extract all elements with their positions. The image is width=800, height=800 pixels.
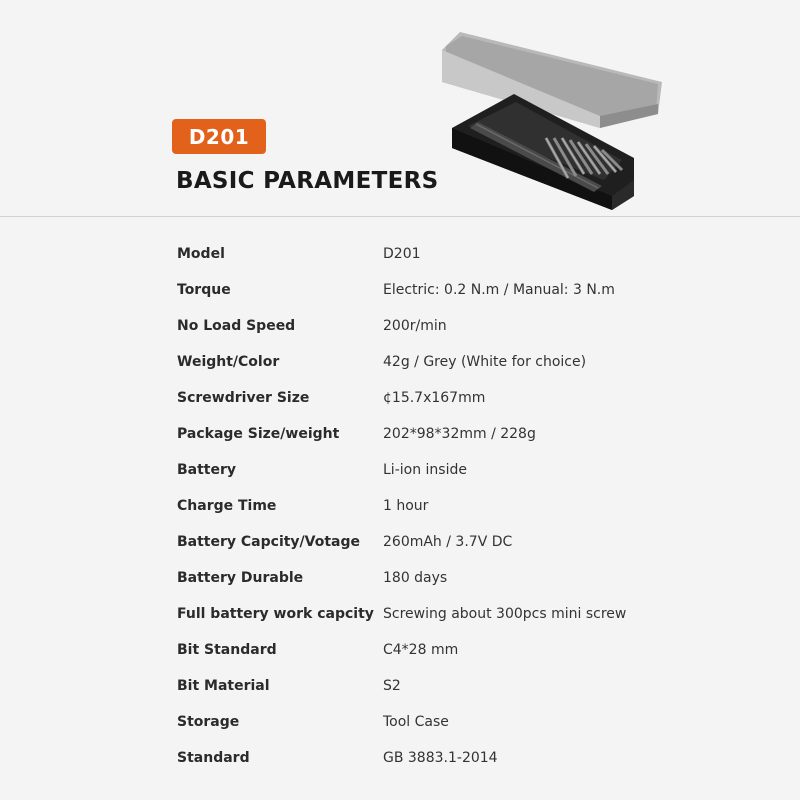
spec-label: Full battery work capcity [177,606,374,622]
spec-row [177,488,737,524]
spec-row [177,740,737,776]
spec-value: Screwing about 300pcs mini screw [383,606,627,622]
spec-label: Weight/Color [177,354,280,370]
spec-value: 42g / Grey (White for choice) [383,354,587,370]
spec-value: C4*28 mm [383,642,459,658]
spec-value: Electric: 0.2 N.m / Manual: 3 N.m [383,282,615,298]
spec-label: Torque [177,282,231,298]
spec-row [177,596,737,632]
spec-value: 200r/min [383,318,447,334]
spec-label: Battery [177,462,237,478]
spec-label: Charge Time [177,498,277,514]
spec-label: Package Size/weight [177,426,340,442]
spec-row [177,632,737,668]
spec-label: Battery Capcity/Votage [177,534,361,550]
spec-label: Storage [177,714,240,730]
spec-row [177,344,737,380]
spec-value: 1 hour [383,498,429,514]
spec-row [177,704,737,740]
spec-value: D201 [383,246,421,262]
spec-label: Bit Material [177,678,270,694]
spec-value: 180 days [383,570,448,586]
spec-row [177,308,737,344]
spec-row [177,524,737,560]
section-divider [0,216,800,217]
spec-label: No Load Speed [177,318,296,334]
spec-label: Screwdriver Size [177,390,310,406]
spec-value: 202*98*32mm / 228g [383,426,536,442]
spec-row [177,668,737,704]
spec-row [177,236,737,272]
spec-value: ¢15.7x167mm [383,390,486,406]
spec-label: Standard [177,750,250,766]
spec-label: Bit Standard [177,642,277,658]
spec-row [177,452,737,488]
spec-value: 260mAh / 3.7V DC [383,534,513,550]
spec-label: Battery Durable [177,570,304,586]
spec-value: S2 [383,678,401,694]
model-badge: D201 [172,119,266,154]
spec-row [177,416,737,452]
spec-value: GB 3883.1-2014 [383,750,498,766]
spec-value: Li-ion inside [383,462,467,478]
spec-value: Tool Case [383,714,449,730]
spec-table [177,236,737,776]
spec-row [177,272,737,308]
spec-row [177,380,737,416]
screwdriver-kit-case-image [436,10,670,216]
spec-label: Model [177,246,225,262]
page-title: BASIC PARAMETERS [176,168,439,194]
spec-row [177,560,737,596]
